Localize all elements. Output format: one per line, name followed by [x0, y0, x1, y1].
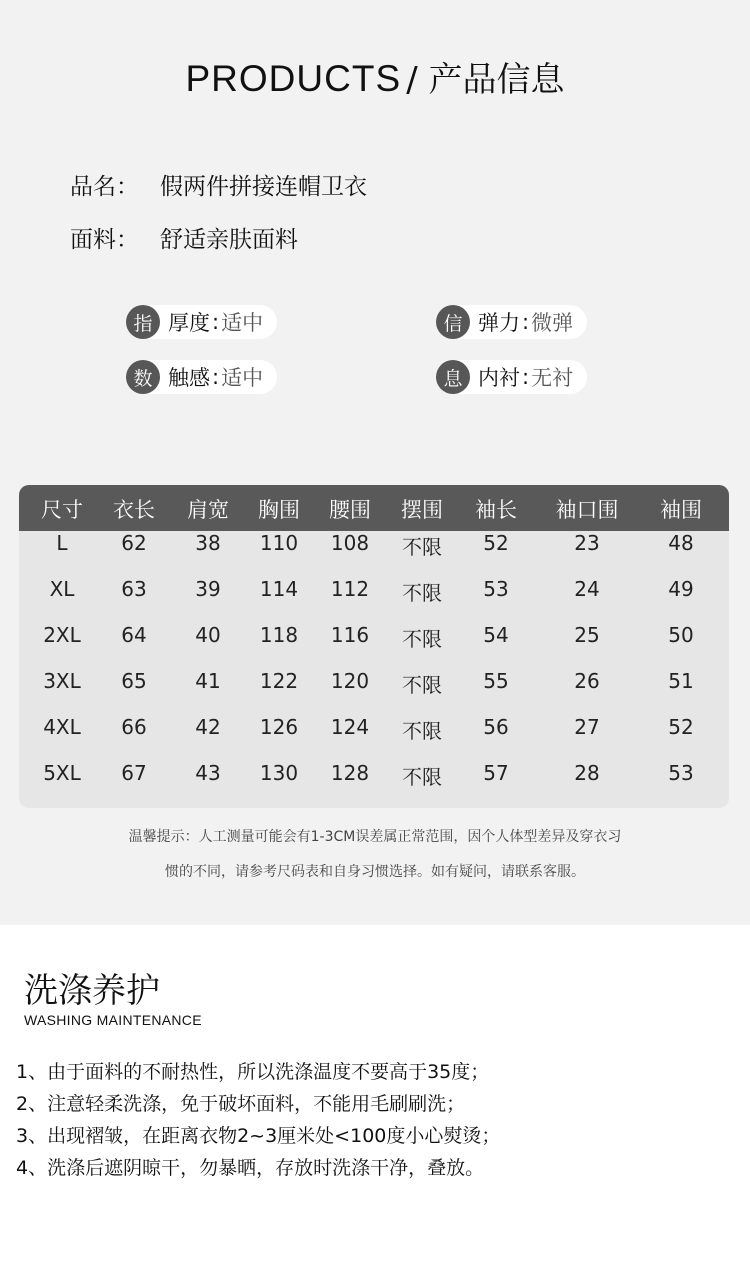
feature-label: 弹力	[478, 311, 520, 335]
care-title: 洗涤养护	[24, 971, 160, 1011]
size-table-header-cell: 袖围	[660, 498, 702, 522]
care-line: 1、由于面料的不耐热性，所以洗涤温度不要高于35度；	[16, 1061, 490, 1083]
size-table-cell: 41	[195, 669, 221, 693]
size-table-cell: 4XL	[43, 715, 81, 739]
care-line: 3、出现褶皱，在距离衣物2~3厘米处<100度小心熨烫；	[16, 1125, 501, 1147]
size-note-line: 惯的不同，请参考尺码表和自身习惯选择。如有疑问，请联系客服。	[165, 864, 585, 880]
size-table-cell: 64	[121, 623, 147, 647]
size-table-cell: 25	[574, 623, 600, 647]
feature-icon: 数	[126, 360, 160, 394]
size-table-cell: 39	[195, 577, 221, 601]
size-table-header-cell: 袖口围	[555, 498, 619, 522]
size-table-cell: 67	[121, 761, 147, 785]
info-row-name	[70, 168, 367, 201]
size-note-line: 温馨提示：人工测量可能会有1-3CM误差属正常范围，因个人体型差异及穿衣习	[128, 829, 622, 845]
feature-value: 适中	[221, 366, 264, 390]
info-value: 舒适亲肤面料	[160, 227, 298, 253]
size-table-header-cell: 衣长	[113, 498, 155, 522]
size-table-cell: 66	[121, 715, 147, 739]
size-table-cell: 122	[259, 669, 299, 693]
size-table-cell: 112	[330, 577, 370, 601]
size-table-header-cell: 肩宽	[187, 498, 229, 522]
feature-label: 触感	[168, 366, 210, 390]
size-table-cell: 118	[259, 623, 299, 647]
feature-lining	[436, 360, 587, 394]
feature-value: 适中	[221, 311, 264, 335]
size-table-cell: 52	[483, 531, 509, 555]
size-table-cell: 3XL	[43, 669, 81, 693]
size-table-cell: 28	[574, 761, 600, 785]
size-table-cell: 23	[574, 531, 600, 555]
info-value: 假两件拼接连帽卫衣	[160, 174, 367, 200]
size-table-cell: 38	[195, 531, 221, 555]
care-line: 4、洗涤后遮阴晾干，勿暴晒，存放时洗涤干净，叠放。	[16, 1157, 485, 1179]
size-table-cell: 116	[330, 623, 370, 647]
feature-sep: :	[212, 365, 220, 389]
size-table-cell: 108	[330, 531, 370, 555]
size-table-cell: XL	[49, 577, 75, 601]
size-table-cell: 42	[195, 715, 221, 739]
size-table-cell: 5XL	[43, 761, 81, 785]
size-table-header-cell: 腰围	[329, 498, 371, 522]
size-table-cell: 114	[259, 577, 299, 601]
size-table-cell: 128	[330, 761, 370, 785]
care-line: 2、注意轻柔洗涤，免于破坏面料，不能用毛刷刷洗；	[16, 1093, 466, 1115]
feature-icon: 指	[126, 305, 160, 339]
size-table-cell: 52	[668, 715, 694, 739]
care-subtitle: WASHING MAINTENANCE	[24, 1012, 202, 1028]
size-table-cell: 2XL	[43, 623, 81, 647]
size-table-cell: 48	[668, 531, 694, 555]
feature-elasticity	[436, 305, 587, 339]
size-table-cell: 55	[483, 669, 509, 693]
size-table-cell: 57	[483, 761, 509, 785]
size-table-cell: 40	[195, 623, 221, 647]
feature-sep: :	[212, 310, 220, 334]
size-table-cell: 27	[574, 715, 600, 739]
size-table-cell: 24	[574, 577, 600, 601]
page-title-en: PRODUCTS	[185, 58, 402, 99]
size-table-header-cell: 摆围	[401, 498, 443, 522]
size-table-cell: 不限	[402, 719, 442, 743]
size-table-cell: 不限	[402, 673, 442, 697]
feature-label: 内衬	[478, 366, 520, 390]
page-title	[0, 52, 750, 101]
size-table-cell: 56	[483, 715, 509, 739]
feature-value: 微弹	[531, 311, 574, 335]
size-table-cell: 63	[121, 577, 147, 601]
info-key: 品名：	[70, 174, 139, 200]
feature-touch	[126, 360, 277, 394]
size-table-cell: 49	[668, 577, 694, 601]
feature-thickness	[126, 305, 277, 339]
size-table-cell: 51	[668, 669, 694, 693]
size-table-cell: 不限	[402, 581, 442, 605]
size-table-cell: 120	[330, 669, 370, 693]
feature-label: 厚度	[168, 311, 210, 335]
info-key: 面料：	[70, 227, 139, 253]
size-table-cell: 110	[259, 531, 299, 555]
size-table-header-cell: 尺寸	[41, 498, 83, 522]
size-table-cell: L	[56, 531, 68, 555]
feature-sep: :	[522, 310, 530, 334]
page-title-cn: / 产品信息	[406, 60, 565, 100]
size-table-cell: 124	[330, 715, 370, 739]
size-table-cell: 53	[668, 761, 694, 785]
size-table-cell: 不限	[402, 627, 442, 651]
size-table-cell: 126	[259, 715, 299, 739]
feature-icon: 息	[436, 360, 470, 394]
size-table-cell: 65	[121, 669, 147, 693]
size-table-cell: 53	[483, 577, 509, 601]
size-table-cell: 54	[483, 623, 509, 647]
size-table-cell: 130	[259, 761, 299, 785]
size-table-header-cell: 胸围	[258, 498, 300, 522]
info-row-fabric	[70, 221, 298, 254]
feature-value: 无衬	[531, 366, 574, 390]
size-table	[19, 485, 729, 808]
size-table-cell: 不限	[402, 765, 442, 789]
size-table-header-cell: 袖长	[475, 498, 517, 522]
size-table-cell: 43	[195, 761, 221, 785]
size-table-cell: 26	[574, 669, 600, 693]
size-table-cell: 50	[668, 623, 694, 647]
size-table-cell: 62	[121, 531, 147, 555]
feature-icon: 信	[436, 305, 470, 339]
feature-sep: :	[522, 365, 530, 389]
size-table-cell: 不限	[402, 535, 442, 559]
